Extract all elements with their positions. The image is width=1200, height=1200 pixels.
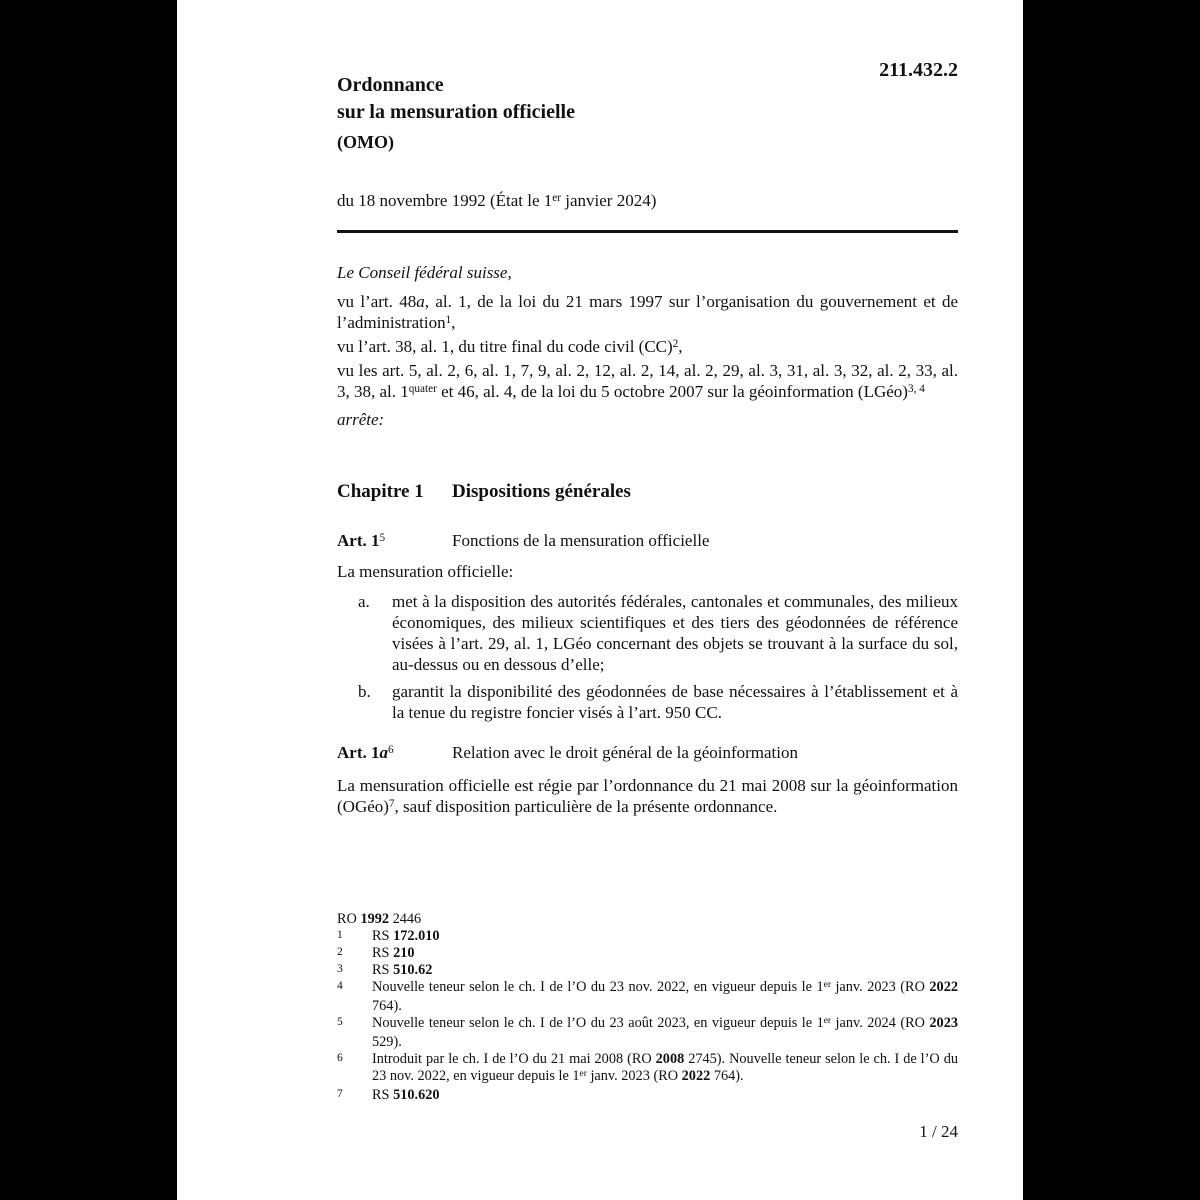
preamble-clause: vu les art. 5, al. 2, 6, al. 1, 7, 9, al. 2, 12, al. 2, 14, al. 2, 29, al. 3, 31, al. 3, 32, al. 2, 33, al. 3, 38, al. $1^{quater}$ et 46, al. 4, de la loi du 5 octobre 2007 sur la géoinformation (LGéo)$^{3, 4}$ [337, 361, 958, 401]
footnote [337, 962, 958, 979]
preamble-clause: vu l’art. 38, al. 1, du titre final du code civil (CC)$^2$, [337, 337, 683, 356]
article-1a-body: La mensuration officielle est régie par l’ordonnance du 21 mai 2008 sur la géoinformation (OGéo)$^7$, sauf disposition particulière de la présente ordonnance. [337, 776, 958, 816]
article-1-heading: Fonctions de la mensuration officielle [452, 531, 710, 550]
footnote-number: 2 [337, 946, 343, 958]
list-item-marker: a. [358, 592, 370, 611]
list-item-marker: b. [358, 682, 371, 701]
preamble-clause: vu l’art. 48a, al. 1, de la loi du 21 mars 1997 sur l’organisation du gouvernement et de l’administration$^1$, [337, 292, 958, 332]
title-line-2: sur la mensuration officielle [337, 101, 575, 123]
footnote-number: 5 [337, 1016, 343, 1028]
article-1a-label: Art. $1a^6$ [337, 743, 394, 762]
article-1-label: Art. $1^5$ [337, 531, 386, 550]
document-abbreviation: (OMO) [337, 132, 394, 152]
footnote-text: RS 210 [372, 945, 415, 961]
footnote-text: Nouvelle teneur selon le ch. I de l’O du 23 août 2023, en vigueur depuis le 1er janv. 2024 (RO 2023 529). [372, 1015, 958, 1050]
footnote-text: Nouvelle teneur selon le ch. I de l’O du 23 nov. 2022, en vigueur depuis le 1er janv. 2023 (RO 2022 764). [372, 979, 958, 1014]
preamble-closing: arrête: [337, 410, 385, 429]
date-line: du 18 novembre 1992 (État le 1er janvier 2024) [337, 191, 657, 210]
separator-rule [337, 230, 958, 233]
list-item-text: garantit la disponibilité des géodonnées de base nécessaires à l’établissement et à la tenue du registre foncier visés à l’art. 950 CC. [392, 682, 958, 722]
article-1-intro: La mensuration officielle: [337, 562, 514, 581]
footnote-number: 6 [337, 1052, 343, 1064]
footnote [337, 1051, 958, 1087]
chapter-title: Dispositions générales [452, 481, 631, 502]
list-item [337, 591, 958, 675]
footnote-number: 4 [337, 980, 343, 992]
list-item [337, 681, 958, 723]
footnote-text: RS 510.62 [372, 962, 433, 978]
footnote-number: 1 [337, 929, 343, 941]
list-item-text: met à la disposition des autorités fédérales, cantonales et communales, des milieux économiques, des milieux scientifiques et des tiers des géodonnées de référence visées à l’art. 29, al. 1, LGéo concernant des objets se trouvant à la surface du sol, au-dessus ou en dessous d’elle; [392, 592, 958, 674]
preamble [337, 262, 958, 430]
document-title [337, 72, 958, 126]
footnote-text: RS 510.620 [372, 1087, 440, 1103]
preamble-intro: Le Conseil fédéral suisse, [337, 263, 512, 282]
footnote [337, 1087, 958, 1104]
footnote-number: 7 [337, 1088, 343, 1100]
footnote [337, 928, 958, 945]
doc-number: 211.432.2 [879, 59, 958, 81]
footnote [337, 979, 958, 1015]
footnote-ro-line: RO 1992 2446 [337, 911, 422, 927]
chapter-label: Chapitre 1 [337, 481, 424, 502]
footnotes [337, 911, 958, 1104]
footnote-number: 3 [337, 963, 343, 975]
footnote-text: Introduit par le ch. I de l’O du 21 mai 2008 (RO 2008 2745). Nouvelle teneur selon le ch. I de l’O du 23 nov. 2022, en vigueur depuis le 1er janv. 2023 (RO 2022 764). [372, 1051, 958, 1084]
document-page [177, 0, 1023, 1200]
footnote [337, 1015, 958, 1051]
article-1 [337, 530, 958, 723]
footnote-text: RS 172.010 [372, 928, 440, 944]
page-indicator: 1 / 24 [919, 1122, 958, 1141]
chapter-heading [337, 481, 958, 503]
footnote [337, 945, 958, 962]
article-1a-heading: Relation avec le droit général de la géoinformation [452, 743, 799, 762]
article-1a [337, 742, 958, 820]
title-line-1: Ordonnance [337, 74, 444, 96]
